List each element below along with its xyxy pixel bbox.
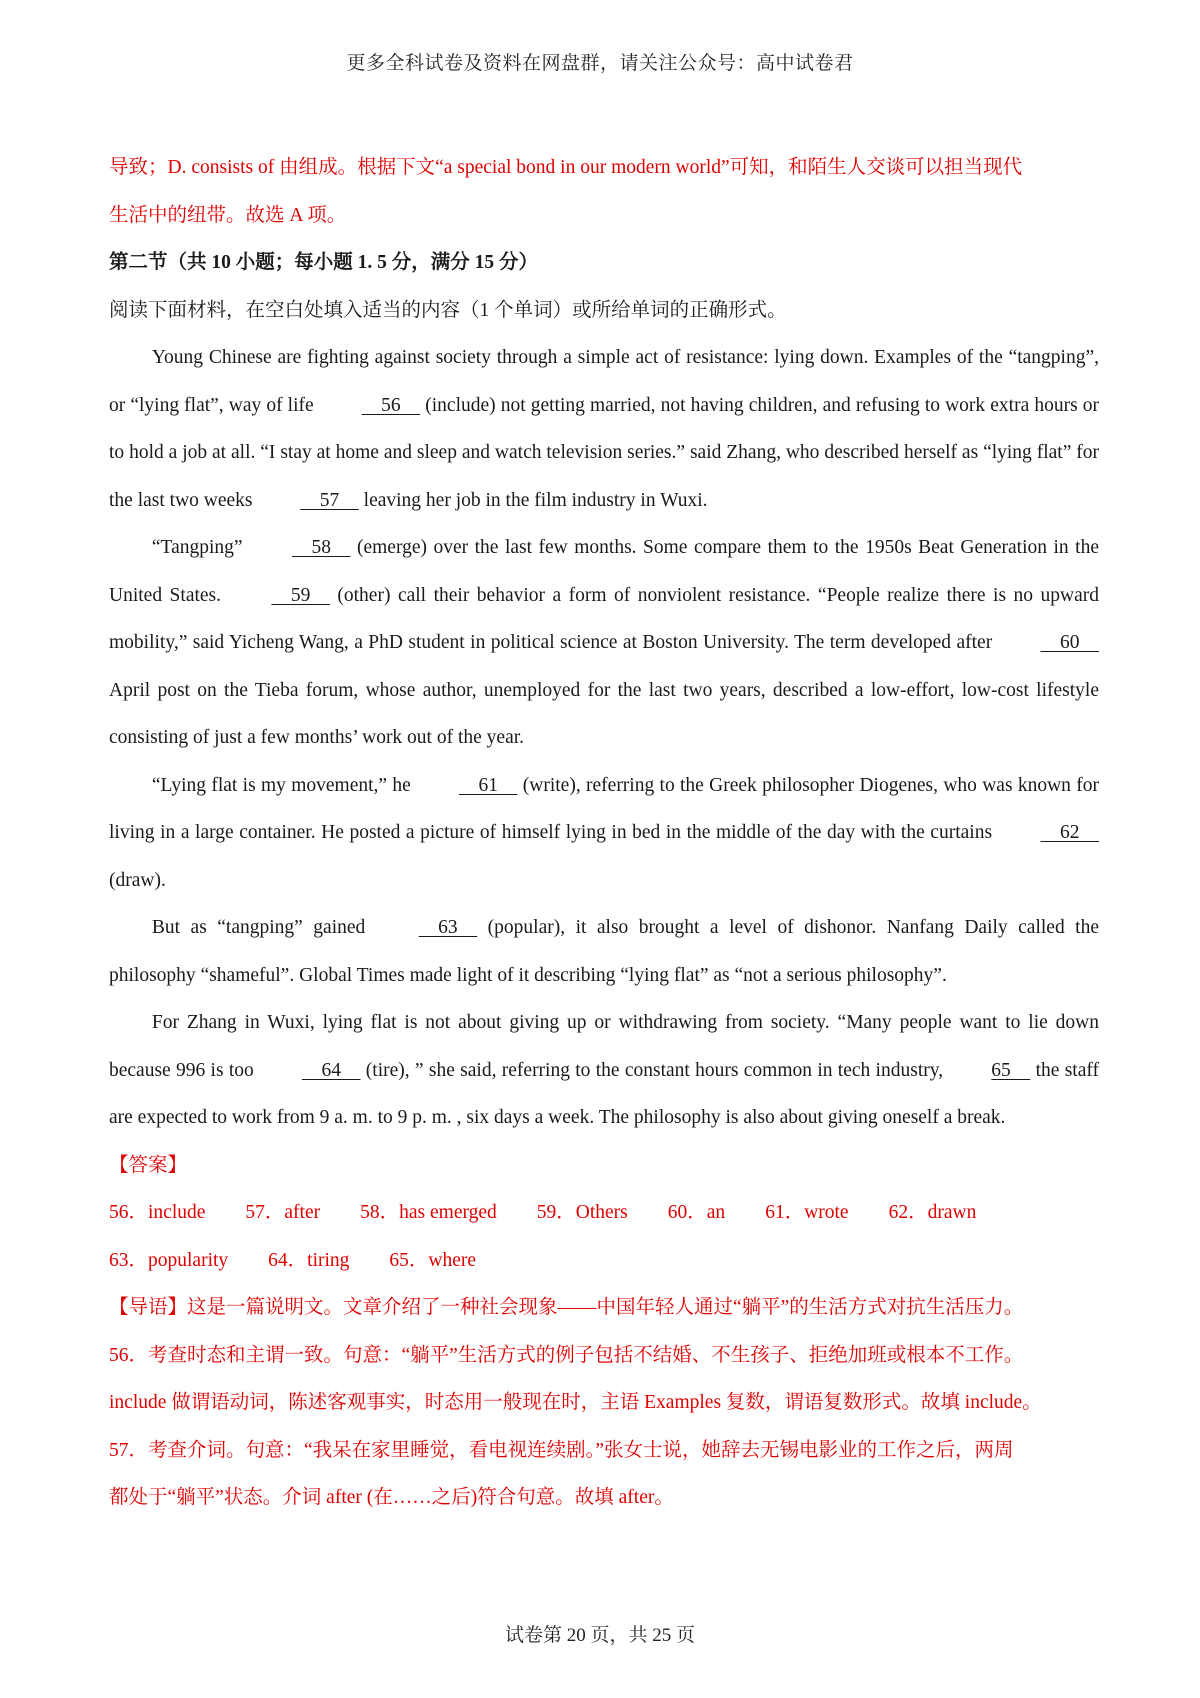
blank-58: 58 [291,537,351,558]
p4-text-a: But as “tangping” gained [151,917,376,938]
answer-57: 57．after [245,1202,321,1223]
document-body [109,144,1099,1522]
blank-57: 57 [300,489,359,511]
p1-text-a: Young Chinese are fighting against society through a simple act of resistance: lying down. Examples of the “tangping”, or “lying flat”, way of life [109,347,1099,416]
blank-60: 60 [1040,632,1099,653]
p5-text-c: (tire), ” she said, referring to the constant hours common in tech industry, [360,1059,949,1081]
intro-line-2: 生活中的纽带。故选 A 项。 [109,204,347,226]
page-header: 更多全科试卷及资料在网盘群，请关注公众号：高中试卷君 [346,53,854,74]
answer-60: 60．an [667,1202,726,1223]
answer-61: 61．wrote [765,1202,849,1223]
p3-text-c: (write), referring to the Greek philosopher Diogenes, who was known for living in a large container. He posted a picture of himself lying in bed in the middle of the day with the curtains [109,774,1099,843]
p2-text-e: April post on the Tieba forum, whose author, unemployed for the last two years, described a low-effort, low-cost lifestyle consisting of just a few months’ work out of the year. [109,679,1099,748]
answers-row-1 [109,1189,1099,1237]
explanation-line-3: include 做谓语动词，陈述客观事实，时态用一般现在时，主语 Examples 复数，谓语复数形式。故填 include。 [109,1392,1042,1413]
p3-text-d: (draw). [109,869,166,891]
instruction: 阅读下面材料，在空白处填入适当的内容（1 个单词）或所给单词的正确形式。 [109,299,787,321]
p1-text-d: leaving her job in the film industry in Wuxi. [358,489,708,511]
p5-text-a: For Zhang in Wuxi, lying flat is not about giving up or withdrawing from society. “Many people want to lie down because 996 is too [109,1012,1099,1081]
p4-text-c: (popular), it also brought a level of dishonor. Nanfang Daily called the philosophy “shameful”. Global Times made light of it describing “lying flat” as “not a serious philosophy”. [109,917,1099,986]
p2-text-d: (other) call their behavior a form of nonviolent resistance. “People realize there is no upward mobility,” said Yicheng Wang, a PhD student in political science at Boston University. The term developed after [109,584,1099,653]
answer-label: 【答案】 [109,1154,188,1176]
blank-64: 64 [301,1059,361,1081]
answer-64: 64．tiring [268,1249,350,1271]
p5-text-d: the staff are expected to work from 9 a. m. to 9 p. m. , six days a week. The philosophy is also about giving oneself a break. [109,1059,1100,1128]
blank-59: 59 [271,584,330,606]
intro-line-1: 导致；D. consists of 由组成。根据下文“a special bond in our modern world”可知，和陌生人交谈可以担当现代 [109,157,1023,178]
p3-text-a: “Lying flat is my movement,” he [151,774,417,796]
passage-paragraph-4 [109,904,1099,999]
answer-59: 59．Others [536,1202,628,1223]
page-footer: 试卷第 20 页，共 25 页 [504,1625,695,1646]
p1-text-c: (include) not getting married, not having children, and refusing to work extra hours or to hold a job at all. “I stay at home and sleep and watch television series.” said Zhang, who described herself as “lying flat” for the last two weeks [109,394,1099,511]
answer-65: 65．where [389,1249,477,1271]
answer-58: 58．has emerged [360,1202,497,1223]
blank-61: 61 [458,774,518,796]
explanation-line-4: 57．考查介词。句意：“我呆在家里睡觉，看电视连续剧。”张女士说，她辞去无锡电影业的工作之后，两周 [109,1439,1014,1461]
explanation-line-5: 都处于“躺平”状态。介词 after (在……之后)符合句意。故填 after。 [109,1487,674,1508]
answers-row-2 [109,1237,1099,1285]
answer-56: 56．include [109,1202,206,1223]
answer-63: 63．popularity [109,1249,229,1271]
passage-paragraph-5 [109,999,1099,1142]
blank-62: 62 [1040,822,1099,843]
blank-56: 56 [361,394,421,416]
blank-65: 65 [991,1059,1031,1081]
passage-paragraph-2 [109,524,1099,762]
p2-text-a: “Tangping” [151,537,250,558]
p2-text-c: (emerge) over the last few months. Some compare them to the 1950s Beat Generation in the United States. [109,537,1099,606]
answer-62: 62．drawn [888,1202,977,1223]
explanation-line-2: 56．考查时态和主谓一致。句意：“躺平”生活方式的例子包括不结婚、不生孩子、拒绝加班或根本不工作。 [109,1344,1024,1366]
explanation-line-1: 【导语】这是一篇说明文。文章介绍了一种社会现象——中国年轻人通过“躺平”的生活方式对抗生活压力。 [109,1297,1024,1318]
blank-63: 63 [418,917,478,938]
section-title: 第二节（共 10 小题；每小题 1. 5 分，满分 15 分） [109,252,539,273]
passage-paragraph-3 [109,762,1099,905]
passage-paragraph-1 [109,334,1099,524]
